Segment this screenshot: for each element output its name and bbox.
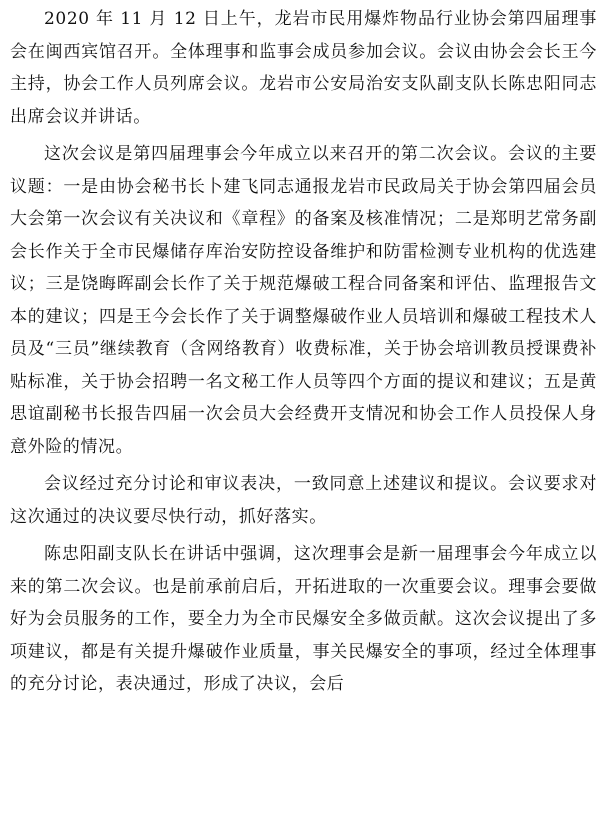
paragraph-speech: 陈忠阳副支队长在讲话中强调，这次理事会是新一届理事会今年成立以来的第二次会议。也是前承前启后，开拓进取的一次重要会议。理事会要做好为会员服务的工作，要全力为全市民爆安全多做贡献。这次会议提出了多项建议，都是有关提升爆破作业质量，事关民爆安全的事项，经过全体理事的充分讨论，表决通过，形成了决议，会后	[10, 544, 597, 694]
paragraph-resolution: 会议经过充分讨论和审议表决，一致同意上述建议和提议。会议要求对这次通过的决议要尽快行动，抓好落实。	[10, 474, 597, 527]
paragraph-meeting-intro: 2020 年 11 月 12 日上午，龙岩市民用爆炸物品行业协会第四届理事会在闽西宾馆召开。全体理事和监事会成员参加会议。会议由协会会长王今主持，协会工作人员列席会议。龙岩市公安局治安支队副支队长陈忠阳同志出席会议并讲话。	[10, 9, 597, 127]
paragraph-agenda: 这次会议是第四届理事会今年成立以来召开的第二次会议。会议的主要议题：一是由协会秘书长卜建飞同志通报龙岩市民政局关于协会第四届会员大会第一次会议有关决议和《章程》的备案及核准情况；二是郑明艺常务副会长作关于全市民爆储存库治安防控设备维护和防雷检测专业机构的优选建议；三是饶晦晖副会长作了关于规范爆破工程合同备案和评估、监理报告文本的建议；四是王今会长作了关于调整爆破作业人员培训和爆破工程技术人员及“三员”继续教育（含网络教育）收费标准，关于协会培训教员授课费补贴标准，关于协会招聘一名文秘工作人员等四个方面的提议和建议；五是黄思谊副秘书长报告四届一次会员大会经费开支情况和协会工作人员投保人身意外险的情况。	[10, 144, 597, 457]
